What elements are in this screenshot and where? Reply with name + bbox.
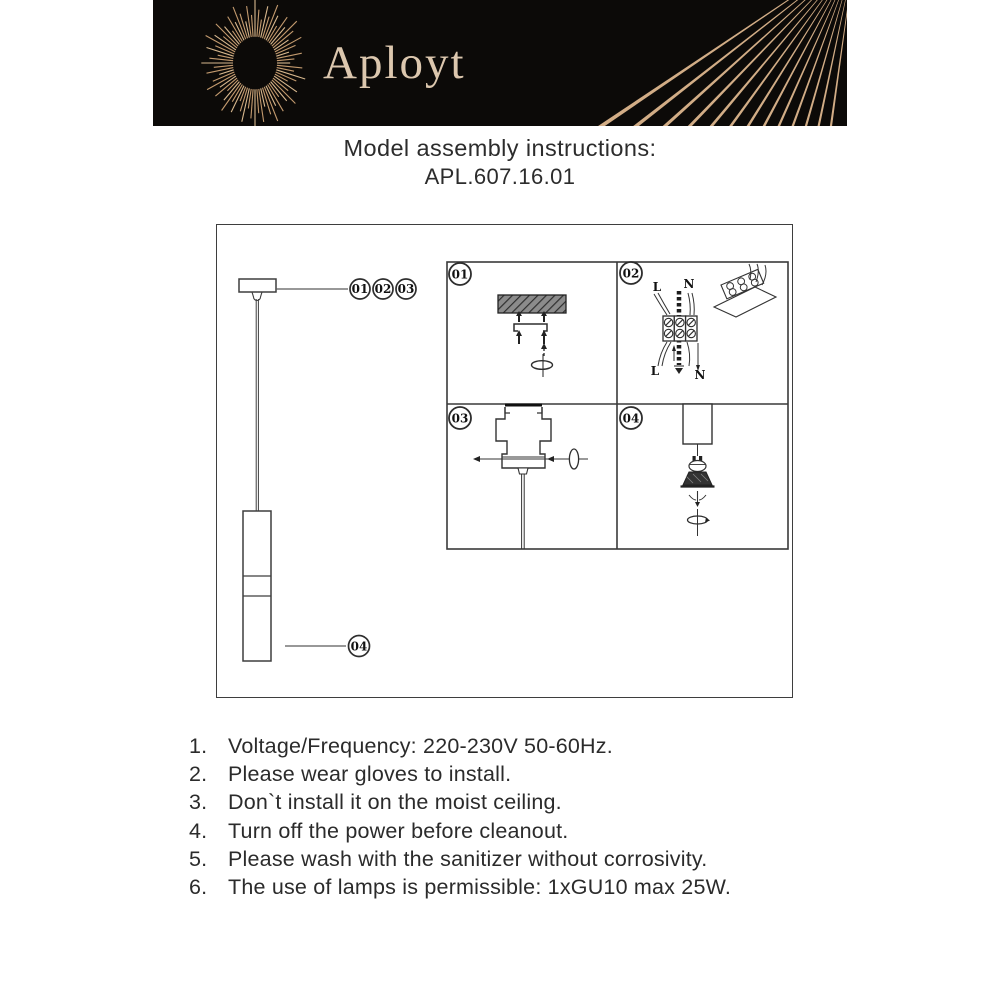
- panel-badge-01: 01: [451, 267, 469, 282]
- panel-badge-04: 04: [622, 411, 640, 426]
- instruction-list: [189, 732, 731, 901]
- item-text: Don`t install it on the moist ceiling.: [228, 790, 562, 815]
- callout-bottom: [285, 636, 370, 657]
- callout-top: [276, 279, 416, 299]
- label-line-top: L: [652, 280, 662, 294]
- label-line-bottom: L: [650, 364, 660, 378]
- ceiling-slab: [498, 295, 566, 313]
- sunburst-logo-icon: [183, 0, 333, 126]
- label-neutral-bottom: N: [694, 368, 706, 382]
- down-arrow-icon: [695, 502, 700, 507]
- list-item: [189, 817, 731, 845]
- assembly-diagram: [217, 225, 792, 697]
- ceiling-plate: [239, 279, 276, 292]
- item-text: Turn off the power before cleanout.: [228, 818, 569, 843]
- up-arrow-icon: [541, 343, 547, 349]
- bulb-base: [689, 461, 706, 472]
- title-block: [0, 133, 1000, 191]
- item-text: Please wash with the sanitizer without corrosivity.: [228, 846, 708, 871]
- panel-03-drawing: [473, 405, 588, 549]
- callout-label-03: 03: [397, 282, 415, 297]
- list-item: [189, 732, 731, 760]
- header-bar: [153, 0, 847, 126]
- panel-02-drawing: [651, 264, 776, 382]
- ground-symbol-icon: [675, 368, 683, 374]
- item-number: 2.: [189, 762, 208, 787]
- cord-grip: [252, 292, 262, 301]
- item-number: 1.: [189, 734, 208, 758]
- callout-label-01: 01: [351, 282, 369, 297]
- diagram-box: [216, 224, 793, 698]
- left-arrow-icon: [473, 456, 480, 462]
- item-number: 3.: [189, 790, 208, 815]
- mounting-bracket: [514, 324, 547, 331]
- item-text: Please wear gloves to install.: [228, 762, 512, 787]
- rotate-ellipse-icon: [532, 361, 553, 370]
- brand-wordmark: Aployt: [323, 37, 466, 89]
- callout-label-02: 02: [374, 282, 392, 297]
- corner-rays-decoration: [567, 0, 847, 126]
- list-item: [189, 788, 731, 816]
- item-number: 4.: [189, 818, 208, 843]
- cord-grip: [518, 468, 528, 474]
- inward-arrow-icon: [547, 456, 554, 462]
- callout-label-04: 04: [350, 639, 368, 654]
- list-item: [189, 845, 731, 873]
- panel-badge-03: 03: [451, 411, 469, 426]
- rotate-ellipse-icon: [569, 449, 578, 469]
- connector-block-3d: [714, 264, 776, 317]
- panel-04-drawing: [681, 404, 715, 536]
- list-item: [189, 873, 731, 901]
- panel-01-drawing: [498, 295, 566, 377]
- item-number: 6.: [189, 875, 208, 900]
- label-neutral-top: N: [683, 277, 695, 291]
- list-item: [189, 760, 731, 788]
- panel-badge-02: 02: [622, 266, 640, 281]
- item-number: 5.: [189, 846, 208, 871]
- lamp-tube: [683, 404, 712, 444]
- lamp-body-cylinder: [243, 511, 271, 661]
- item-text: Voltage/Frequency: 220-230V 50-60Hz.: [228, 734, 613, 758]
- page-title: Model assembly instructions:: [343, 135, 657, 161]
- item-text: The use of lamps is permissible: 1xGU10 max 25W.: [228, 875, 732, 900]
- model-code: APL.607.16.01: [424, 164, 576, 189]
- pendant-lamp-drawing: [239, 279, 276, 661]
